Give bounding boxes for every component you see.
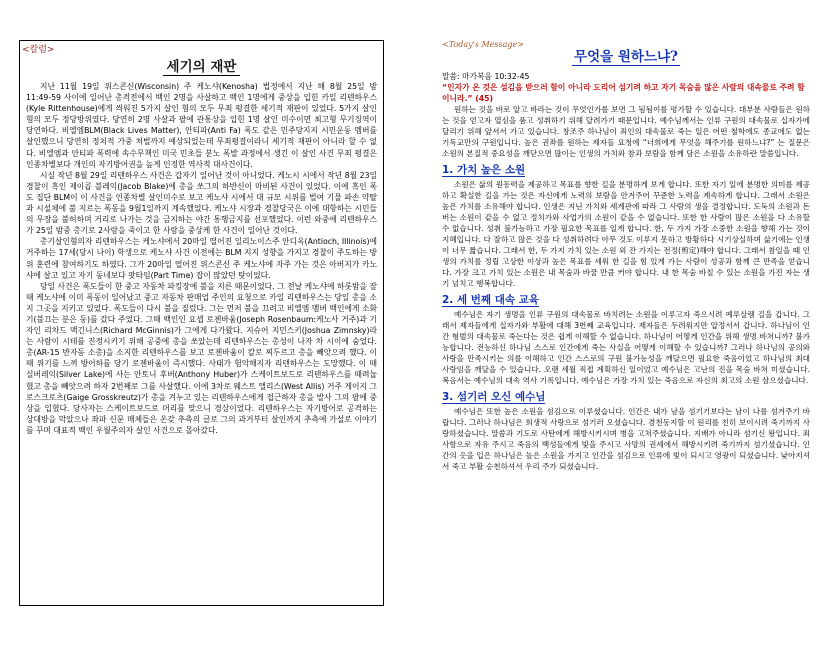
message-tag: <Today's Message>	[442, 40, 524, 49]
scripture-reference: 말씀: 마가복음 10:32-45	[442, 72, 530, 81]
column-tag: <칼럼>	[22, 45, 55, 55]
column-paragraph-2: 시실 작년 8월 29일 리텐하우스 사건은 갑자기 일어난 것이 아니었다. 케노시 시에서 작년 8월 23일 경찰이 흑인 제이콥 블레익(Jacob Blake)에 총을 쏘그의 하반신이 마비된 사건이 있었다. 이에 흑인 폭도 집단 BLM이 이 사건을 인종차별 살인미수로 보고 케노샤 시에서 대 규모 시위를 벌여 기물 파손 약탈과 시설체에 불 지르는 폭동을 9월1일까지 계속했었다. 케노샤 시장과 경찰당국은 이에 대항하는 시민들의 무장을 불허하며 거리로 나가는 것을 금지하는 야간 통행금지를 선포했었다. 이런 와중에 리텐하우스가 25일 밤중 총기로 2사람을 죽이고 한 사람을 중상케 한 사건이 일어난 것이다.	[26, 170, 377, 236]
section-body-3	[442, 406, 810, 472]
section-paragraph-3: 예수님은 또한 높은 소원을 섬김으로 이루셨습니다. 인간은 내가 남을 섬기기보다는 남이 나를 섬겨주기 바랍니다. 그러나 하나님은 희생적 사랑으로 섬기러 오셨습니다. 겸천동지할 이 원리를 친히 보이시려 죽기까지 사랑하셨습니다. 말씀과 기도로 사탄에게 해방시키시며 병을 고쳐주셨습니다. 지배가 아니라 섬기신 왕입니다. 죄 사함으로 자유 주시고 죽음의 백성들에게 빛을 주시고 사망의 권세에서 해방시키려 죽기까지 섬기셨습니다. 인간의 옷을 입은 하나님은 높은 소원을 가지고 인간을 섬김으로 인류에 빛이 되시고 영광이 되셨습니다. 낮아지셔서 죽고 부활 승천하셔서 우리 주가 되셨습니다.	[442, 407, 810, 471]
left-column	[19, 40, 384, 606]
section-body-1	[442, 179, 810, 289]
section-body-2	[442, 309, 810, 386]
section-heading-2	[442, 293, 810, 308]
message-title-text: 무엇을 원하느냐?	[574, 49, 678, 65]
section-heading-3-text: 3. 섬기러 오신 예수님	[442, 391, 546, 403]
column-paragraph-1: 지난 11월 19일 위스콘신(Wisconsin) 주 케노샤(Kenosha) 법정에서 지난 해 8월 25일 밤 11:49-59 사이에 일어난 총격전에서 백인 2명을 사살하고 백인 1명에게 중상을 입힌 카일 리텐하우스(Kyle Rittenhouse)에게 씌워진 5가지 살인 혐의 모두 무죄 평결한 세기적 재판이 있었다. 5가지 살인 혐의 모두 정당방위였다. 당연히 2명 사살과 팔에 관통상을 입힌 1명 살인 미수이면 최고형 무기징역이 당연하다. 비엘엠BLM(Black Lives Matter), 안티파(Anti Fa) 폭도 같은 민주당지지 시민운동 멤버를 살인했으니 당연히 정치적 가중 처벌까지 예상되었는데 무죄평결이라니 세기적 재판이 아니라 할 수 없다. 비엘엠과 안티파 폭력에 속수무책인 미국 민초들 분노 폭발 과정에서 생긴 이 살인 사건 무죄 평결은 인종차별보다 개인의 자기방어권을 높게 인정한 역사적 대사건이다.	[26, 82, 377, 169]
section-heading-1	[442, 163, 810, 178]
key-verse: “인자가 온 것은 섬김을 받으러 함이 아니라 도리어 섬기려 하고 자기 목숨을 많은 사람의 대속물로 주려 함이니라.” (45)	[442, 83, 805, 103]
right-column	[442, 40, 810, 472]
column-title-text: 세기의 재판	[163, 59, 241, 76]
section-paragraph-2: 예수님은 자기 생명을 인류 구원의 대속물로 바치려는 소원을 이루고자 죽으시려 예루살렘 길을 갑니다. 그래서 제자들에게 십자가와 부활에 대해 3번째 교육입니다. 제자들은 두려워지만 압정서서 갑니다. 하나님이 인간 형벌의 대속물로 죽는다는 것은 쉽게 이해할 수 없습니다. 하나님이 어떻게 인간을 위해 생명 바쳐니까? 불가능합니다. 전능하신 하나님 스스로 인간에게 죽는 사실을 어떻게 이해할 수 있습니까? 그러나 하나님의 공의와 사랑을 만족시키는 의를 이해하고 인간 스스로의 구원 불가능성을 깨달으면 필요한 죽음이었고 하나님의 최대 사랑임을 깨달을 수 있습니다. 오랜 세월 직접 계획하신 일이었고 예수님은 고난의 진을 목숨 바쳐 미셨습니다. 복음서는 예수님의 대속 역사 기록입니다. 예수님은 가장 가치 있는 죽음으로 자신의 최고의 소원 삼으셨습니다.	[442, 310, 810, 385]
section-heading-3	[442, 390, 810, 405]
column-body	[26, 81, 377, 436]
message-intro	[442, 104, 810, 159]
section-heading-2-text: 2. 세 번째 대속 교육	[442, 294, 539, 306]
section-paragraph-1: 소원은 삶의 원동력을 제공하고 목표를 향한 길을 분명하게 보게 합니다. 또한 자기 일에 분명한 의미를 제공하고 확실한 길을 가는 것은 자신에게 노력의 보람을 안겨주어 꾸준한 노력을 계속하게 합니다. 그래서 소원은 높은 가치를 소유해야 합니다. 인생은 지닌 가치와 세계관에 따라 그 사람의 생을 결정합니다. 도둑의 소원과 돈 버는 소원이 같을 수 없고 정치가와 사업가의 소원이 같을 수 없습니다. 또한 한 사람이 많은 소원을 다 소유할 수 없습니다. 성취 불가능하고 가장 필요한 목표를 일게 합니다. 한, 두 가지 가장 소중한 소원을 향해 가는 것이 지혜입니다. 다 잘하고 많은 것을 다 성취하려다 아무 것도 이루지 못하고 방황하다 시기상실하며 삶기에는 인생이 너무 짧습니다. 그래서 한, 두 가지 가치 있는 소원 외 잔 가지는 전정(剪定)해야 합니다. 그래서 참일을 때 인생의 가치를 정립 고상한 이상과 높은 목표를 세워 한 길을 힘 있게 가는 사람이 성공과 함께 큰 만족을 얻습니다. 가장 크고 가치 있는 소원은 내 목숨과 바꿀 만큼 커야 합니다. 내 한 목숨 바칠 수 있는 소원을 가진 자는 생기 넘치고 행복합니다.	[442, 180, 810, 288]
intro-paragraph: 원하는 것을 바로 알고 바라는 것이 무엇인가를 보면 그 됨됨이를 평가할 수 있습니다. 대부분 사람들은 원하는 것을 얻고자 열심을 품고 성취하기 위해 달려가기 때문입니다. 예수님께서는 인류 구원의 대속물로 십자가에 달리기 위해 앞서서 가고 있습니다. 창조주 하나님이 죄인의 대속물로 죽는 일은 어떤 철학에도 종교에도 없는 기독교만의 구원입니다. 높은 권좌를 원하는 제자들 요청에 “너희에게 무엇을 해주기를 원하느냐?” 는 질문은 소원의 본질적 중요성을 깨닫으면 많이는 인생의 가치와 참과 보람을 함께 담은 소원을 소유하란 말씀입니다.	[442, 105, 810, 158]
section-heading-1-text: 1. 가치 높은 소원	[442, 164, 526, 176]
column-paragraph-4: 당일 사건은 폭도들이 한 중고 자동차 파킹장에 불을 지른 때문이었다. 그 전날 케노샤에 하룻밤을 잘 때 케노샤에 이미 폭동이 일어났고 중고 자동차 판매업 주인의 요청으로 카일 리텐하우스는 당일 총을 소지 그곳을 지키고 있었다. 폭도들이 다시 불을 질렀다. 그는 먼저 불을 끄려고 비엘엠 멤버 백인에게 소화기(불끄는 분은 둥)를 갔다 주었다. 그때 백인인 요셉 로젠바움(Joseph Rosenbaum:케노사 거주)과 기자인 리차드 맥긴니스(Richard McGinnis)가 그에게 다가왔다. 지슈어 지민스키(Joshua Zimnsky)라는 사람이 시테를 진정시키기 위해 공중에 총을 쏘았는데 리텐하우스는 총성이 나자 차 시이에 숨었다. 총(AR-15 반자동 소총)을 소지한 리텐하우스를 보고 로젠바움이 칼로 찌두르고 총을 빼앗으려 했다. 이 때 위기를 느껴 방어하를 당기 로젠바움이 즉시했다. 사태가 험악해지자 리텐하우스는 도망했다. 이 때 실버레익(Silver Lake)에 사는 안토니 후버(Anthony Huber)가 스케이트보드로 리텐하우스를 때려눕혔고 총을 빼앗으려 하자 2번째로 그를 사살했다. 이에 3차로 웨스트 앨리스(West Allis) 거주 게이지 그로스크로츠(Gaige Grosskreutz)가 총을 겨누고 있는 리텐하우스에게 접근하자 총을 발사 그의 팔에 중상을 입혔다. 당사자는 스케이트보드로 머리를 맞으니 경상이었다. 리텐하우스는 자기방어로 공격하는 상대방을 막았으나 좌파 신문 매체들은 온갖 추측의 글로 그의 과거부터 살인까지 추측에 가설로 이야기를 꾸며 대표적 백인 우월주의자 살인 사건으로 몰아갔다.	[26, 281, 377, 435]
column-paragraph-3: 총기살인혐의자 리텐하우스는 케노샤에서 20마일 떨어진 일리노이스주 안디옥(Antioch, Illinois)에 거주하는 17세(당시 나이) 학생으로 케노샤 사건 이전에는 BLM 지지 성향을 가지고 경찰이 주도하는 방위 훈련에 참여하기도 하였다. 그가 20마일 떨어진 위스콘신 주 케노샤에 자주 가는 것은 아버지가 카노샤에 살고 있고 자기 동네보다 팟타임(Part Time) 잡이 많았던 탓이었다.	[26, 237, 377, 280]
column-title	[26, 55, 377, 75]
